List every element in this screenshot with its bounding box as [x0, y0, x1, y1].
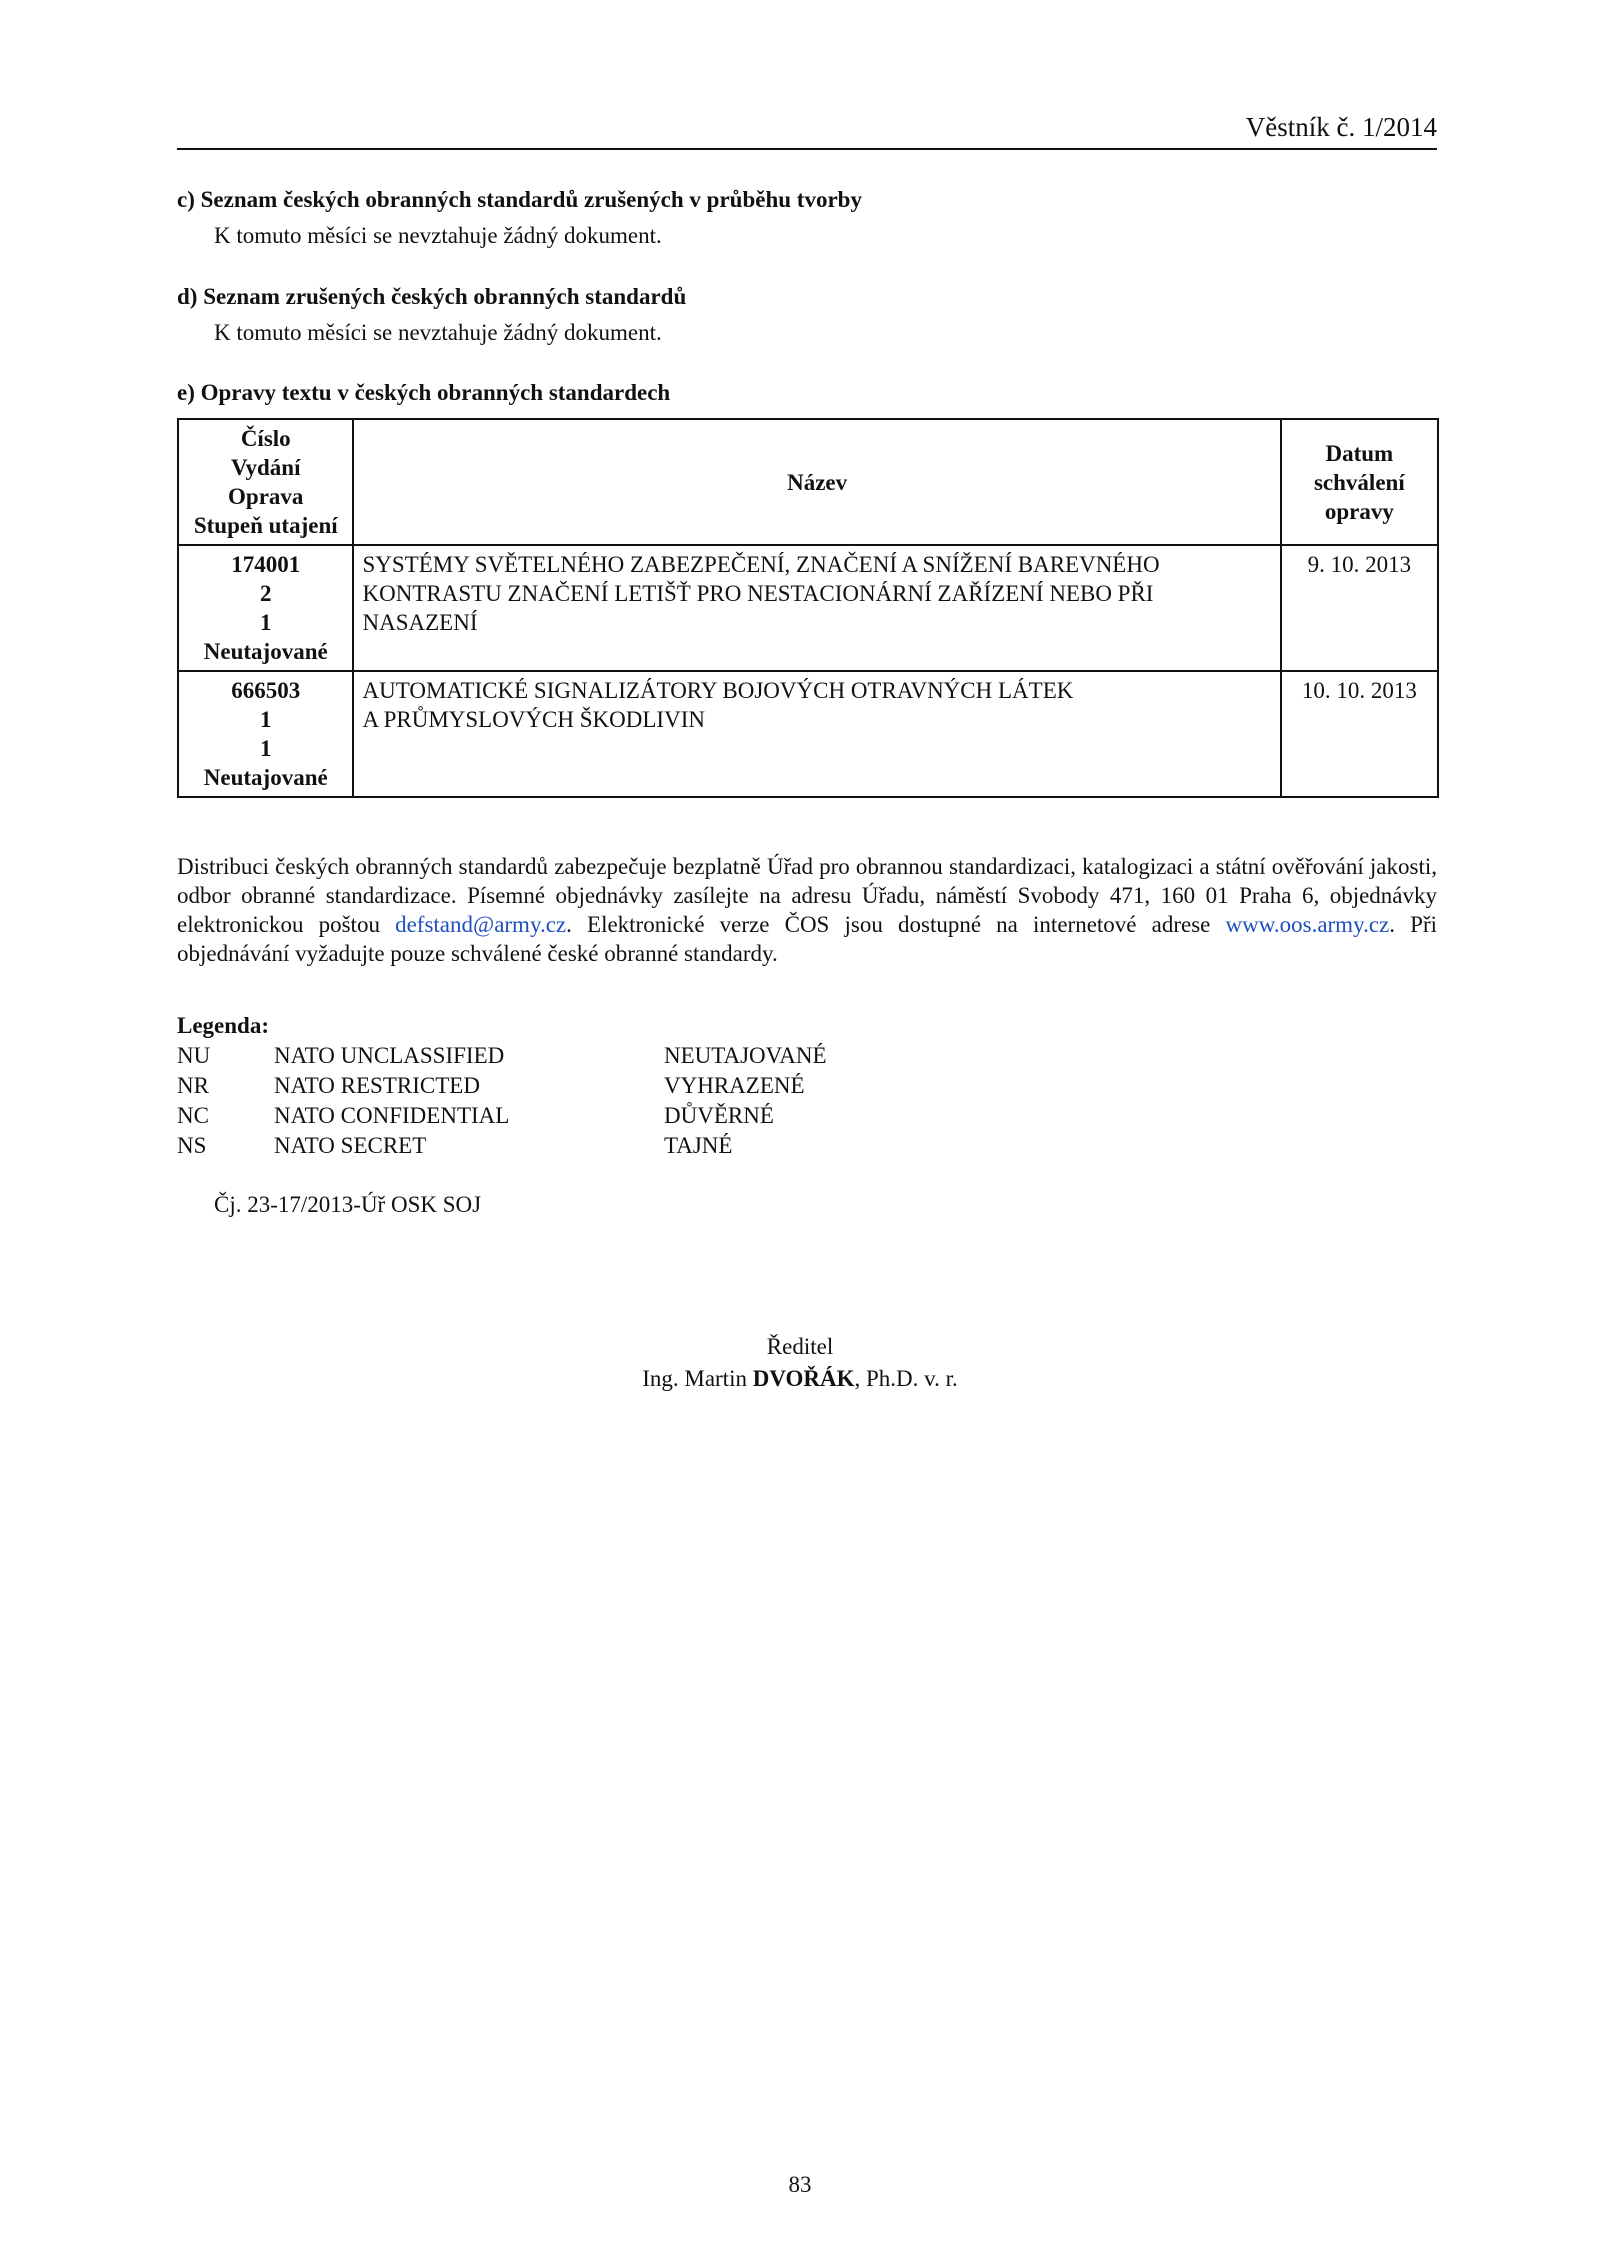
header-date-line: Datum — [1325, 440, 1394, 466]
legend-english: NATO SECRET — [274, 1133, 427, 1158]
legend-row — [177, 1041, 1077, 1071]
signature-name — [0, 1364, 1600, 1394]
section-c-body: K tomuto měsíci se nevztahuje žádný dokument. — [214, 223, 662, 248]
corrections-table — [177, 418, 1439, 798]
page-number: 83 — [788, 2172, 812, 2197]
distribution-paragraph — [177, 852, 1437, 968]
section-e-title: e) Opravy textu v českých obranných standardech — [177, 380, 671, 405]
legend-row — [177, 1071, 1077, 1101]
standard-number-cell — [178, 671, 353, 797]
standard-name-cell — [353, 671, 1280, 797]
header-number — [178, 419, 353, 545]
legend-czech: NEUTAJOVANÉ — [664, 1043, 827, 1068]
signature-surname: DVOŘÁK — [752, 1366, 855, 1391]
legend-code: NU — [177, 1043, 211, 1068]
distribution-text: . Při objednávání vyžadujte pouze schválené české obranné standardy. — [177, 912, 1437, 966]
legend-title: Legenda: — [177, 1013, 269, 1038]
page-header: Věstník č. 1/2014 — [177, 110, 1437, 150]
standard-name-line: A PRŮMYSLOVÝCH ŠKODLIVIN — [362, 707, 705, 732]
header-date-line: schválení — [1313, 469, 1405, 495]
standard-correction: 1 — [259, 610, 272, 635]
header-date — [1281, 419, 1438, 545]
legend-english: NATO CONFIDENTIAL — [274, 1103, 510, 1128]
approval-date: 9. 10. 2013 — [1281, 545, 1438, 671]
header-number-line: Oprava — [228, 484, 304, 509]
standard-classification: Neutajované — [203, 639, 328, 664]
signature-prefix: Ing. Martin — [642, 1366, 753, 1391]
header-number-line: Číslo — [240, 426, 291, 451]
legend-czech: VYHRAZENÉ — [664, 1073, 805, 1098]
legend-row — [177, 1101, 1077, 1131]
standard-name-line: SYSTÉMY SVĚTELNÉHO ZABEZPEČENÍ, ZNAČENÍ A SNÍŽENÍ BAREVNÉHO — [362, 552, 1160, 577]
standard-edition: 1 — [259, 707, 272, 732]
legend-code: NC — [177, 1103, 209, 1128]
standard-correction: 1 — [259, 736, 272, 761]
standard-classification: Neutajované — [203, 765, 328, 790]
header-number-line: Stupeň utajení — [193, 513, 338, 538]
table-row — [178, 671, 1438, 797]
table-row — [178, 545, 1438, 671]
legend-code: NS — [177, 1133, 207, 1158]
standard-number-cell — [178, 545, 353, 671]
table-header-row — [178, 419, 1438, 545]
standard-number: 666503 — [231, 678, 301, 703]
legend-code: NR — [177, 1073, 209, 1098]
header-name: Název — [353, 419, 1280, 545]
section-d-body: K tomuto měsíci se nevztahuje žádný dokument. — [214, 320, 662, 345]
standard-name-line: NASAZENÍ — [362, 610, 478, 635]
signature-suffix: , Ph.D. v. r. — [854, 1366, 958, 1391]
website-link[interactable]: www.oos.army.cz — [1225, 912, 1390, 937]
legend-czech: TAJNÉ — [664, 1133, 733, 1158]
distribution-text: . Elektronické verze ČOS jsou dostupné na internetové adrese — [566, 912, 1226, 937]
header-date-line: opravy — [1324, 498, 1394, 524]
legend-english: NATO UNCLASSIFIED — [274, 1043, 505, 1068]
signature-role: Ředitel — [766, 1334, 834, 1359]
standard-number: 174001 — [231, 552, 301, 577]
legend-row — [177, 1131, 1077, 1161]
standard-name-cell — [353, 545, 1280, 671]
section-d-title: d) Seznam zrušených českých obranných standardů — [177, 284, 687, 309]
legend-czech: DŮVĚRNÉ — [664, 1103, 774, 1128]
header-number-line: Vydání — [231, 455, 301, 480]
section-c-title: c) Seznam českých obranných standardů zrušených v průběhu tvorby — [177, 187, 862, 212]
approval-date: 10. 10. 2013 — [1281, 671, 1438, 797]
standard-edition: 2 — [259, 581, 272, 606]
email-link[interactable]: defstand@army.cz — [395, 912, 567, 937]
standard-name-line: AUTOMATICKÉ SIGNALIZÁTORY BOJOVÝCH OTRAVNÝCH LÁTEK — [362, 678, 1074, 703]
legend-english: NATO RESTRICTED — [274, 1073, 480, 1098]
standard-name-line: KONTRASTU ZNAČENÍ LETIŠŤ PRO NESTACIONÁRNÍ ZAŘÍZENÍ NEBO PŘI — [362, 581, 1154, 606]
distribution-text: Distribuci českých obranných standardů zabezpečuje bezplatně Úřad pro obrannou standardizaci, katalogizaci a státní ověřování jakosti, odbor obranné standardizace. Písemné objednávky zasílejte na adresu Úřadu, náměstí Svobody 471, 160 01 Praha 6, objednávky elektronickou poštou — [177, 854, 1437, 937]
reference-number: Čj. 23-17/2013-Úř OSK SOJ — [214, 1192, 482, 1217]
